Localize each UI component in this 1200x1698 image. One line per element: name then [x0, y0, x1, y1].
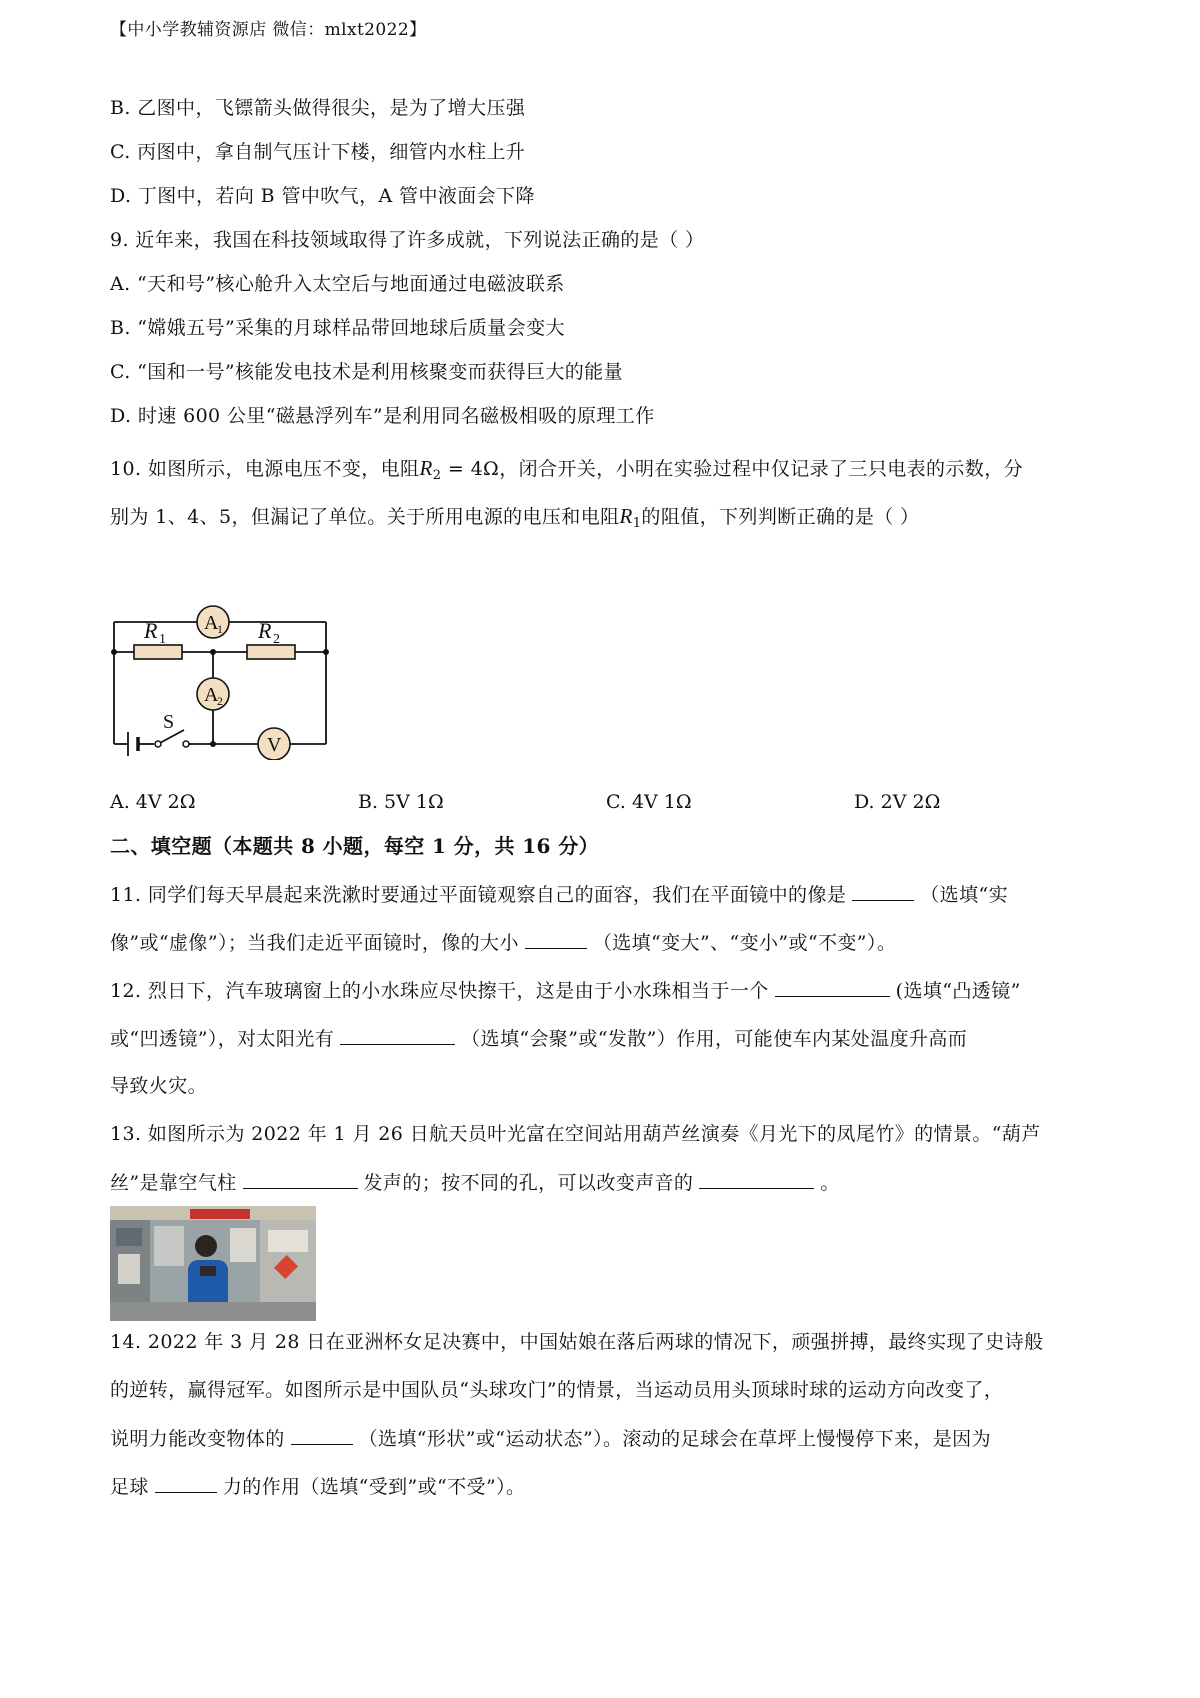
q14-line2: 的逆转，赢得冠军。如图所示是中国队员“头球攻门”的情景，当运动员用头顶球时球的运动方向改变了，: [110, 1379, 1004, 1401]
space-station-photo: [110, 1206, 316, 1321]
q9-option-b: B. “嫦娥五号”采集的月球样品带回地球后质量会变大: [110, 317, 565, 339]
q10-stem-line1: 10. 如图所示，电源电压不变，电阻$R_2 = 4\Omega$，闭合开关，小明在实验过程中仅记录了三只电表的示数，分: [110, 456, 1024, 483]
q9-option-c: C. “国和一号”核能发电技术是利用核聚变而获得巨大的能量: [110, 361, 623, 383]
label-r1: R: [144, 618, 158, 643]
q11-line2: 像”或“虚像”）；当我们走近平面镜时，像的大小 （选填“变大”、“变小”或“不变”）。: [110, 932, 897, 954]
label-v: V: [267, 734, 282, 756]
q12-line2: 或“凹透镜”），对太阳光有 （选填“会聚”或“发散”）作用，可能使车内某处温度升高而: [110, 1028, 968, 1050]
q10-stem-line2: 别为 1、4、5，但漏记了单位。关于所用电源的电压和电阻$R_1$的阻值，下列判断正确的是（ ）: [110, 504, 920, 531]
page-header: 【中小学教辅资源店 微信：mlxt2022】: [110, 20, 427, 40]
q13-line1: 13. 如图所示为 2022 年 1 月 26 日航天员叶光富在空间站用葫芦丝演奏《月光下的凤尾竹》的情景。“葫芦: [110, 1123, 1041, 1145]
blank: [340, 1026, 455, 1045]
blank: [699, 1170, 814, 1189]
resistor-r2-body: [247, 645, 295, 659]
q11-line1: 11. 同学们每天早晨起来洗漱时要通过平面镜观察自己的面容，我们在平面镜中的像是 （选填“实: [110, 884, 1008, 906]
circuit-diagram: [108, 590, 368, 760]
q8-option-d: D. 丁图中，若向 B 管中吹气，A 管中液面会下降: [110, 185, 535, 207]
blank: [525, 930, 587, 949]
label-a1: A: [204, 612, 219, 634]
q8-option-b: B. 乙图中，飞镖箭头做得很尖，是为了增大压强: [110, 97, 526, 119]
blank: [291, 1426, 353, 1445]
q10-option-b: B. 5V 1Ω: [358, 791, 444, 813]
q12-line3: 导致火灾。: [110, 1075, 208, 1097]
section-heading: 二、填空题（本题共 8 小题，每空 1 分，共 16 分）: [110, 834, 600, 858]
label-s: S: [163, 711, 175, 733]
blank: [775, 978, 890, 997]
q14-line3: 说明力能改变物体的 （选填“形状”或“运动状态”）。滚动的足球会在草坪上慢慢停下来，是因为: [110, 1428, 991, 1450]
q14-line4: 足球 力的作用（选填“受到”或“不受”）。: [110, 1476, 526, 1498]
q10-option-c: C. 4V 1Ω: [606, 791, 692, 813]
q10-option-a: A. 4V 2Ω: [110, 791, 196, 813]
q9-option-a: A. “天和号”核心舱升入太空后与地面通过电磁波联系: [110, 273, 565, 295]
q8-option-c: C. 丙图中，拿自制气压计下楼，细管内水柱上升: [110, 141, 526, 163]
label-r1-sub: 1: [159, 632, 166, 647]
label-a2-sub: 2: [217, 694, 223, 708]
label-a1-sub: 1: [217, 622, 223, 636]
q10-option-d: D. 2V 2Ω: [854, 791, 941, 813]
q9-option-d: D. 时速 600 公里“磁悬浮列车”是利用同名磁极相吸的原理工作: [110, 405, 655, 427]
q14-line1: 14. 2022 年 3 月 28 日在亚洲杯女足决赛中，中国姑娘在落后两球的情况下，顽强拼搏，最终实现了史诗般: [110, 1331, 1044, 1353]
label-a2: A: [204, 684, 219, 706]
blank: [243, 1170, 358, 1189]
q13-line2: 丝”是靠空气柱 发声的；按不同的孔，可以改变声音的 。: [110, 1172, 840, 1194]
resistor-r1-body: [134, 645, 182, 659]
label-r2: R: [258, 618, 272, 643]
blank: [852, 882, 914, 901]
blank: [155, 1474, 217, 1493]
q12-line1: 12. 烈日下，汽车玻璃窗上的小水珠应尽快擦干，这是由于小水珠相当于一个 (选填“凸透镜”: [110, 980, 1021, 1002]
label-r2-sub: 2: [273, 632, 280, 647]
q9-stem: 9. 近年来，我国在科技领域取得了许多成就，下列说法正确的是（ ）: [110, 229, 705, 251]
